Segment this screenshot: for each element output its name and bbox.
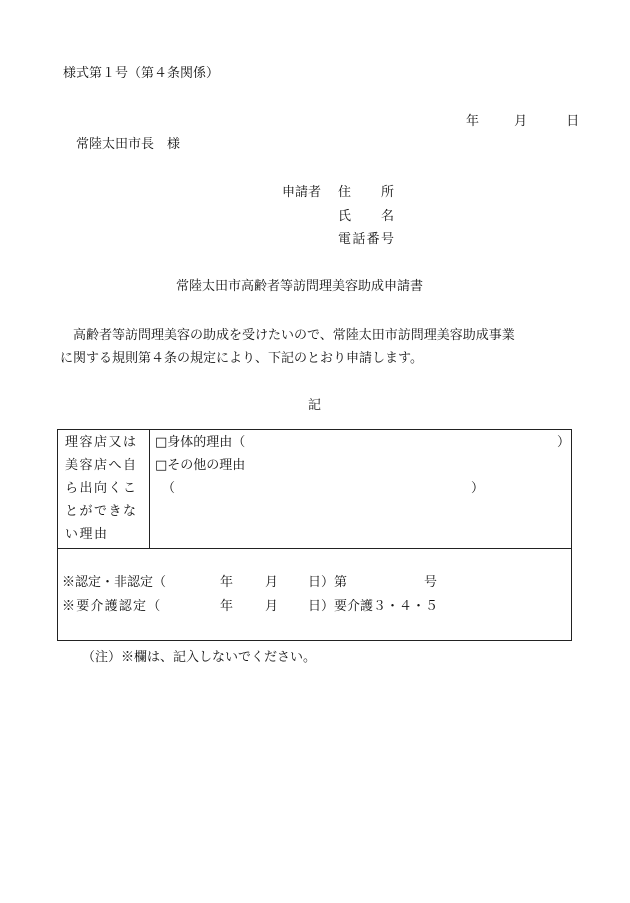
cert-label: ※認定・非認定（ [62,575,167,590]
care-day: 日）要介護３・４・５ [308,599,439,614]
reason-header-line: 美容店へ自 [65,458,138,473]
ki-heading: 記 [308,398,322,413]
form-number: 様式第１号（第４条関係） [63,66,220,81]
date-year-label: 年 [466,114,480,129]
date-day-label: 日 [566,114,580,129]
care-certification-row [62,599,438,615]
statement-line-1: 高齢者等訪問理美容の助成を受けたいので、常陸太田市訪問理美容助成事業 [73,328,515,343]
applicant-phone-label: 電話番号 [338,232,394,247]
reason-options-cell [150,430,571,548]
footer-note: （注）※欄は、記入しないでください。 [82,650,317,665]
statement-line-2: に関する規則第４条の規定により、下記のとおり申請します。 [60,351,423,366]
cert-day: 日）第 [308,575,348,590]
physical-reason-checkbox[interactable]: □身体的理由（ [155,435,246,450]
date-row [466,114,579,130]
certification-row [62,575,437,591]
other-reason-checkbox[interactable]: □その他の理由 [155,458,246,473]
reason-header-cell [58,430,150,548]
care-label: ※要介護認定（ [62,599,162,614]
care-year: 年 [220,599,234,614]
document-title: 常陸太田市高齢者等訪問理美容助成申請書 [176,279,424,294]
addressee: 常陸太田市長 様 [76,137,181,152]
cert-month: 月 [265,575,279,590]
application-statement [60,324,576,370]
physical-reason-close-paren: ） [557,435,571,450]
reason-header-line: とができな [65,504,138,519]
date-month-label: 月 [514,114,528,129]
cert-number-suffix: 号 [424,575,438,590]
care-month: 月 [265,599,279,614]
cert-year: 年 [220,575,234,590]
table-divider [58,548,571,549]
reason-header-line: ら出向くこ [65,481,138,496]
application-table [57,429,572,641]
applicant-name-label: 氏名 [338,209,394,224]
other-reason-close-paren: ） [471,481,485,496]
reason-header-line: い理由 [65,527,109,542]
other-reason-open-paren: （ [162,481,176,496]
applicant-label: 申請者 [282,185,322,200]
applicant-address-label: 住所 [338,185,394,200]
reason-header-line: 理容店又は [65,435,138,450]
